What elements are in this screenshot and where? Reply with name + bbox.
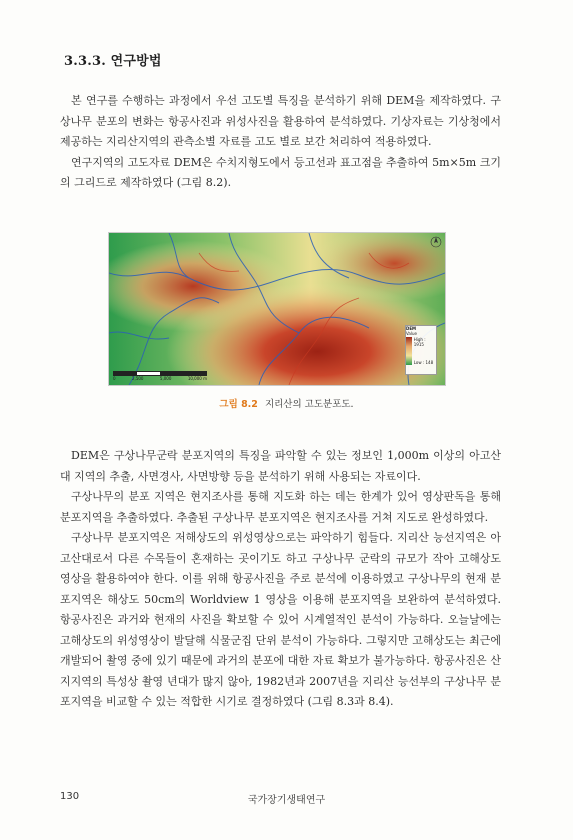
figure-caption [0,396,573,410]
map-scalebar [113,371,207,381]
map-legend [405,325,437,375]
scalebar-label: 0 [113,376,116,381]
body-text-top [60,91,501,194]
paragraph: 연구지역의 고도자료 DEM은 수치지형도에서 등고선과 표고점을 추출하여 5m×5m 크기의 그리드로 제작하였다 (그림 8.2). [60,155,501,189]
section-heading: 3.3.3. 연구방법 [64,54,162,69]
figure-caption-text: 지리산의 고도분포도. [264,399,354,410]
dem-elevation-map [108,232,446,386]
legend-title: DEM [406,326,417,331]
legend-value-label: Value [406,331,417,336]
scalebar-label: 5,000 [159,376,172,381]
paragraph: 구상나무 분포지역은 저해상도의 위성영상으로는 파악하기 힘들다. 지리산 능선지역은 아고산대로서 다른 수목들이 혼재하는 곳이기도 하고 구상나무 군락의 규모가 작아 고해상도 영상을 활용하여야 한다. 이를 위해 항공사진을 주로 분석에 이용하였고 구상나무의 현재 분포지역은 해상도 50cm의 Worldview 1 영상을 이용해 분포지역을 보완하여 분석하였다. 항공사진은 과거와 현재의 사진을 확보할 수 있어 시계열적인 분석이 가능하다. 오늘날에는 고해상도의 위성영상이 발달해 식물군집 단위 분석이 가능하다. 그렇지만 고해상도는 최근에 개발되어 촬영 중에 있기 때문에 과거의 분포에 대한 자료 확보가 불가능하다. 항공사진은 산지지역의 특성상 촬영 년대가 많지 않아, 1982년과 2007년을 지리산 능선부의 구상나무 분포지역을 비교할 수 있는 적합한 시기로 결정하였다 (그림 8.3과 8.4). [60,531,501,708]
paragraph: 본 연구를 수행하는 과정에서 우선 고도별 특징을 분석하기 위해 DEM을 제작하였다. 구상나무 분포의 변화는 항공사진과 위성사진을 활용하여 분석하였다. 기상자료는 기상청에서 제공하는 지리산지역의 관측소별 자료를 고도 별로 보간 처리하여 적용하였다. [60,94,501,148]
body-text-bottom [60,446,501,713]
scalebar-label: 10,000 m [187,376,207,381]
publisher-name: 국가장기생태연구 [247,795,326,806]
scalebar-label: 2,500 [132,376,144,381]
legend-color-ramp [406,337,412,365]
legend-low-label: Low : 148 [413,360,434,365]
legend-high-label: High : 1915 [413,337,426,347]
paragraph: DEM은 구상나무군락 분포지역의 특징을 파악할 수 있는 정보인 1,000m 이상의 아고산대 지역의 추출, 사면경사, 사면방향 등을 분석하기 위해 사용되는 자료이다. [60,449,501,483]
paragraph: 구상나무의 분포 지역은 현지조사를 통해 지도화 하는 데는 한계가 있어 영상판독을 통해 분포지역을 추출하였다. 추출된 구상나무 분포지역은 현지조사를 거쳐 지도로 완성하였다. [60,490,501,524]
figure-caption-number: 그림 8.2 [219,399,258,410]
page-number: 130 [60,791,80,802]
